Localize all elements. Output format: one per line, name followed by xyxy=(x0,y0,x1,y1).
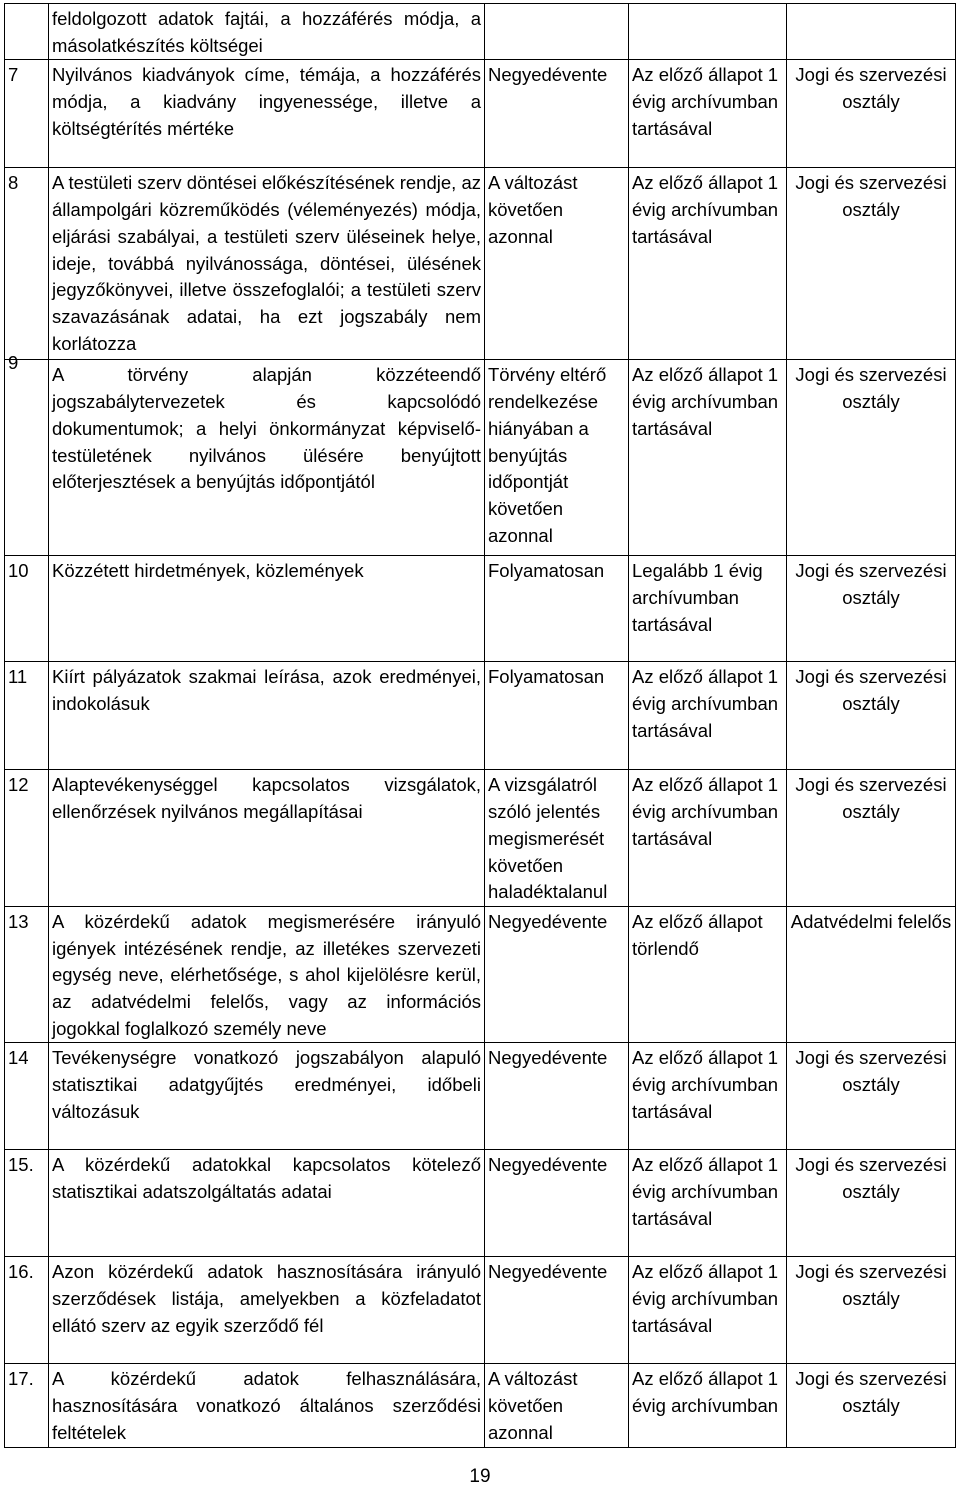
row-description: A közérdekű adatok megismerésére irányuló igények intézésének rendje, az illetékes szervezeti egység neve, elérhetősége, s ahol kijelölésre kerül, az adatvédelmi felelős, vagy az információs jogokkal foglalkozó személy neve xyxy=(49,906,485,1043)
row-frequency: Törvény eltérő rendelkezése hiányában a benyújtás időpontját követően azonnal xyxy=(485,360,629,556)
row-retention: Az előző állapot törlendő xyxy=(629,906,787,1043)
row-description: Közzétett hirdetmények, közlemények xyxy=(49,556,485,662)
row-responsible: Jogi és szervezési osztály xyxy=(787,1364,956,1447)
row-number: 10 xyxy=(5,556,49,662)
row-number: 8 xyxy=(5,168,49,360)
row-retention: Az előző állapot 1 évig archívumban tartásával xyxy=(629,1257,787,1364)
row-number: 14 xyxy=(5,1043,49,1150)
table-row xyxy=(5,1150,956,1257)
table-row xyxy=(5,770,956,907)
row-frequency: Negyedévente xyxy=(485,1043,629,1150)
row-description: A közérdekű adatok felhasználására, hasznosítására vonatkozó általános szerződési feltételek xyxy=(49,1364,485,1447)
row-number: 12 xyxy=(5,770,49,907)
row-responsible: Jogi és szervezési osztály xyxy=(787,360,956,556)
row-retention: Legalább 1 évig archívumban tartásával xyxy=(629,556,787,662)
row-retention: Az előző állapot 1 évig archívumban tartásával xyxy=(629,1150,787,1257)
row-responsible: Jogi és szervezési osztály xyxy=(787,168,956,360)
table-row xyxy=(5,1364,956,1447)
row-frequency: A változást követően azonnal xyxy=(485,168,629,360)
row-retention xyxy=(629,4,787,60)
row-description: A törvény alapján közzéteendő jogszabálytervezetek és kapcsolódó dokumentumok; a helyi önkormányzat képviselő-testületének nyilvános ülésére benyújtott előterjesztések a benyújtás időpontjától xyxy=(49,360,485,556)
table-row xyxy=(5,1043,956,1150)
row-responsible: Jogi és szervezési osztály xyxy=(787,1043,956,1150)
row-frequency: Negyedévente xyxy=(485,1257,629,1364)
table-row xyxy=(5,1257,956,1364)
row-frequency: Folyamatosan xyxy=(485,662,629,770)
table-row xyxy=(5,168,956,360)
row-responsible: Adatvédelmi felelős xyxy=(787,906,956,1043)
row-description: Tevékenységre vonatkozó jogszabályon alapuló statisztikai adatgyűjtés eredményei, időbeli változásuk xyxy=(49,1043,485,1150)
row-responsible: Jogi és szervezési osztály xyxy=(787,1257,956,1364)
row-responsible: Jogi és szervezési osztály xyxy=(787,556,956,662)
row-retention: Az előző állapot 1 évig archívumban tartásával xyxy=(629,770,787,907)
row-retention: Az előző állapot 1 évig archívumban tartásával xyxy=(629,662,787,770)
row-description: Kiírt pályázatok szakmai leírása, azok eredményei, indokolásuk xyxy=(49,662,485,770)
row-responsible: Jogi és szervezési osztály xyxy=(787,60,956,168)
row-description: Nyilvános kiadványok címe, témája, a hozzáférés módja, a kiadvány ingyenessége, illetve a költségtérítés mértéke xyxy=(49,60,485,168)
row-description: Alaptevékenységgel kapcsolatos vizsgálatok, ellenőrzések nyilvános megállapításai xyxy=(49,770,485,907)
row-responsible xyxy=(787,4,956,60)
row-responsible: Jogi és szervezési osztály xyxy=(787,662,956,770)
row-frequency: Negyedévente xyxy=(485,1150,629,1257)
row-retention: Az előző állapot 1 évig archívumban tartásával xyxy=(629,60,787,168)
row-retention: Az előző állapot 1 évig archívumban tartásával xyxy=(629,168,787,360)
row-frequency xyxy=(485,4,629,60)
row-frequency: A változást követően azonnal xyxy=(485,1364,629,1447)
row-description: Azon közérdekű adatok hasznosítására irányuló szerződések listája, amelyekben a közfeladatot ellátó szerv az egyik szerződő fél xyxy=(49,1257,485,1364)
disclosure-table xyxy=(4,3,956,1448)
row-number: 11 xyxy=(5,662,49,770)
table-row xyxy=(5,60,956,168)
row-retention: Az előző állapot 1 évig archívumban xyxy=(629,1364,787,1447)
row-retention: Az előző állapot 1 évig archívumban tartásával xyxy=(629,1043,787,1150)
row-number: 15. xyxy=(5,1150,49,1257)
row-responsible: Jogi és szervezési osztály xyxy=(787,770,956,907)
row-number xyxy=(5,4,49,60)
row-description: feldolgozott adatok fajtái, a hozzáférés módja, a másolatkészítés költségei xyxy=(49,4,485,60)
row-description: A közérdekű adatokkal kapcsolatos kötelező statisztikai adatszolgáltatás adatai xyxy=(49,1150,485,1257)
row-number: 17. xyxy=(5,1364,49,1447)
row-frequency: A vizsgálatról szóló jelentés megismerését követően haladéktalanul xyxy=(485,770,629,907)
row-retention: Az előző állapot 1 évig archívumban tartásával xyxy=(629,360,787,556)
row-responsible: Jogi és szervezési osztály xyxy=(787,1150,956,1257)
row-number: 13 xyxy=(5,906,49,1043)
table-row xyxy=(5,4,956,60)
row-number: 9 xyxy=(5,360,49,556)
row-number: 16. xyxy=(5,1257,49,1364)
row-frequency: Negyedévente xyxy=(485,906,629,1043)
row-number: 7 xyxy=(5,60,49,168)
table-row xyxy=(5,906,956,1043)
page-number: 19 xyxy=(469,1466,491,1487)
table-row xyxy=(5,360,956,556)
table-row xyxy=(5,556,956,662)
row-description: A testületi szerv döntései előkészítésének rendje, az állampolgári közreműködés (véleményezés) módja, eljárási szabályai, a testületi szerv üléseinek helye, ideje, továbbá nyilvánossága, döntései, ülésének jegyzőkönyvei, illetve összefoglalói; a testületi szerv szavazásának adatai, ha ezt jogszabály nem korlátozza xyxy=(49,168,485,360)
table-row xyxy=(5,662,956,770)
row-frequency: Folyamatosan xyxy=(485,556,629,662)
row-frequency: Negyedévente xyxy=(485,60,629,168)
